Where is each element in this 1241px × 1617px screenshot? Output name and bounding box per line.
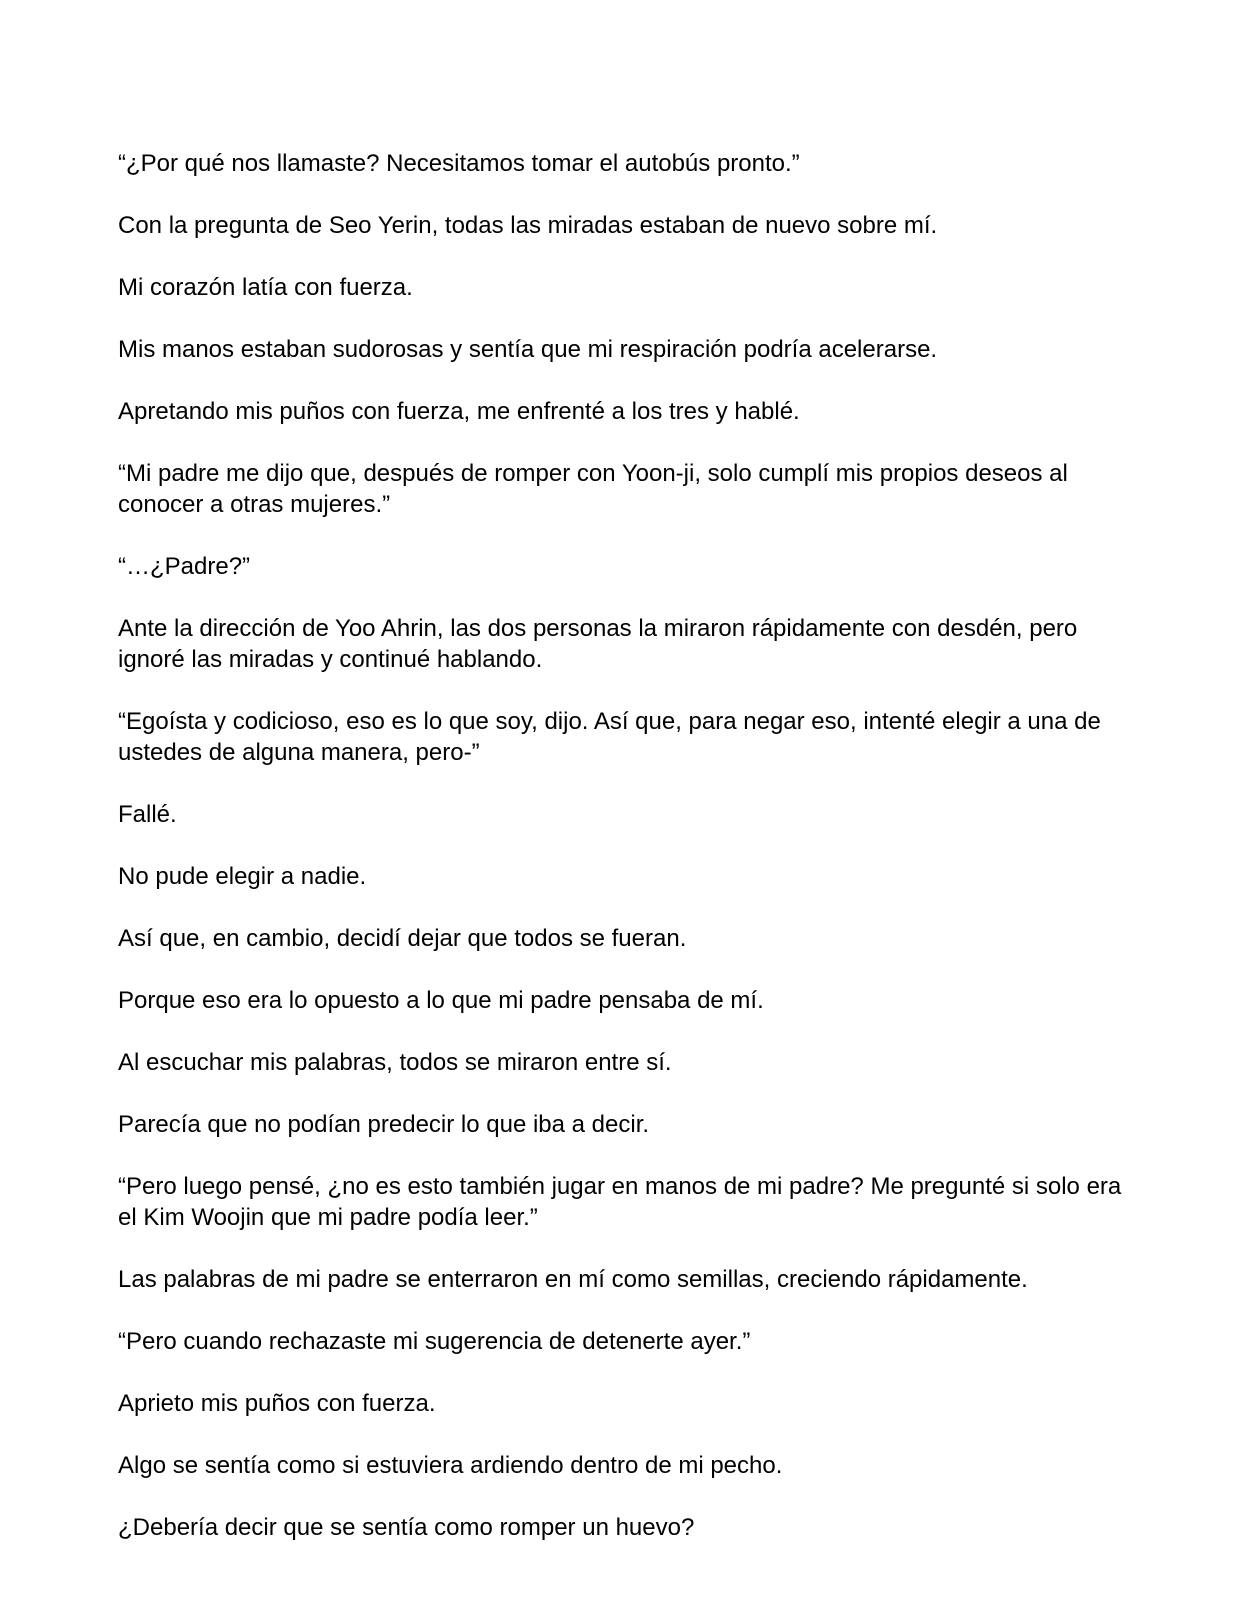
paragraph: ¿Debería decir que se sentía como romper un huevo? [118, 1514, 695, 1541]
paragraph: “Egoísta y codicioso, eso es lo que soy, dijo. Así que, para negar eso, intenté elegir a una de ustedes de alguna manera, pero-” [118, 708, 1101, 766]
paragraph: Mi corazón latía con fuerza. [118, 274, 413, 301]
paragraph: Las palabras de mi padre se enterraron en mí como semillas, creciendo rápidamente. [118, 1266, 1028, 1293]
paragraph: “Pero luego pensé, ¿no es esto también jugar en manos de mi padre? Me pregunté si solo era el Kim Woojin que mi padre podía leer.” [118, 1173, 1122, 1231]
paragraph: Aprieto mis puños con fuerza. [118, 1390, 436, 1417]
paragraph: “…¿Padre?” [118, 553, 251, 580]
paragraph: Fallé. [118, 801, 177, 828]
paragraph: Parecía que no podían predecir lo que iba a decir. [118, 1111, 650, 1138]
paragraph: Así que, en cambio, decidí dejar que todos se fueran. [118, 925, 687, 952]
paragraph: “Pero cuando rechazaste mi sugerencia de detenerte ayer.” [118, 1328, 751, 1355]
paragraph: “Mi padre me dijo que, después de romper con Yoon-ji, solo cumplí mis propios deseos al conocer a otras mujeres.” [118, 460, 1068, 518]
paragraph: Algo se sentía como si estuviera ardiendo dentro de mi pecho. [118, 1452, 783, 1479]
paragraph: Porque eso era lo opuesto a lo que mi padre pensaba de mí. [118, 987, 764, 1014]
paragraph: Con la pregunta de Seo Yerin, todas las miradas estaban de nuevo sobre mí. [118, 212, 938, 239]
paragraph: Apretando mis puños con fuerza, me enfrenté a los tres y hablé. [118, 398, 800, 425]
paragraph: No pude elegir a nadie. [118, 863, 367, 890]
paragraph: Ante la dirección de Yoo Ahrin, las dos personas la miraron rápidamente con desdén, pero ignoré las miradas y continué hablando. [118, 615, 1078, 673]
document-body [118, 148, 1128, 1574]
paragraph: Al escuchar mis palabras, todos se miraron entre sí. [118, 1049, 672, 1076]
paragraph: “¿Por qué nos llamaste? Necesitamos tomar el autobús pronto.” [118, 150, 800, 177]
paragraph: Mis manos estaban sudorosas y sentía que mi respiración podría acelerarse. [118, 336, 938, 363]
